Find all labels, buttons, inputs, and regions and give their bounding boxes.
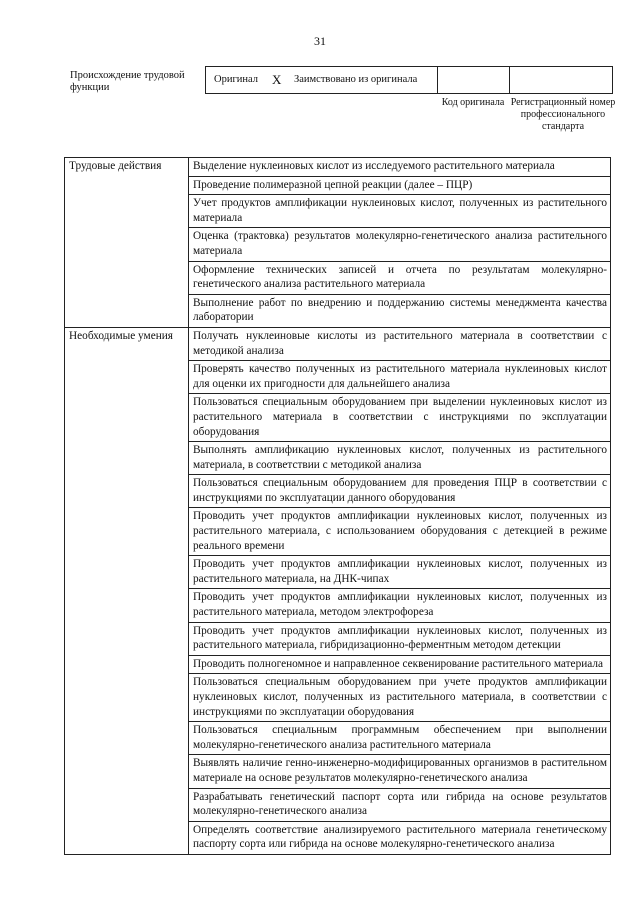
row-text: Проведение полимеразной цепной реакции (далее – ПЦР) (189, 176, 611, 195)
function-table (64, 157, 611, 855)
row-text: Пользоваться специальным программным обеспечением при выполнении молекулярно-генетического анализа растительного материала (189, 722, 611, 755)
row-text: Оценка (трактовка) результатов молекулярно-генетического анализа растительного материала (189, 228, 611, 261)
page-number: 31 (314, 34, 326, 48)
row-text: Пользоваться специальным оборудованием при учете продуктов амплификации нуклеиновых кислот, полученных из растительного материала, в соответствии с инструкциями по эксплуатации оборудования (189, 674, 611, 722)
registration-number-box (509, 66, 613, 94)
row-text: Проверять качество полученных из растительного материала нуклеиновых кислот для оценки их пригодности для дальнейшего анализа (189, 361, 611, 394)
original-code-box (437, 66, 510, 94)
registration-caption: Регистрационный номер профессионального стандарта (510, 97, 616, 132)
origin-original: Оригинал (214, 74, 258, 85)
row-text: Проводить учет продуктов амплификации нуклеиновых кислот, полученных из растительного материала, методом электрофореза (189, 589, 611, 622)
row-text: Учет продуктов амплификации нуклеиновых кислот, полученных из растительного материала (189, 195, 611, 228)
row-text: Получать нуклеиновые кислоты из растительного материала в соответствии с методикой анализа (189, 327, 611, 360)
table-row (65, 158, 611, 177)
row-text: Разрабатывать генетический паспорт сорта или гибрида на основе результатов молекулярно-генетического анализа (189, 788, 611, 821)
row-text: Проводить полногеномное и направленное секвенирование растительного материала (189, 655, 611, 674)
origin-mark: X (272, 72, 282, 87)
table-row (65, 327, 611, 360)
row-text: Пользоваться специальным оборудованием при выделении нуклеиновых кислот из растительного материала в соответствии с инструкциями по эксплуатации оборудования (189, 394, 611, 442)
code-caption: Код оригинала (441, 97, 505, 108)
row-text: Проводить учет продуктов амплификации нуклеиновых кислот, полученных из растительного материала, гибридизационно-ферментным методом детекции (189, 622, 611, 655)
row-text: Выполнять амплификацию нуклеиновых кислот, полученных из растительного материала, в соответствии с методикой анализа (189, 442, 611, 475)
origin-borrowed: Заимствовано из оригинала (294, 74, 418, 85)
row-text: Проводить учет продуктов амплификации нуклеиновых кислот, полученных из растительного материала, с использованием оборудования с детекцией в режиме реального времени (189, 508, 611, 556)
row-text: Оформление технических записей и отчета по результатам молекулярно-генетического анализа растительного материала (189, 261, 611, 294)
row-text: Определять соответствие анализируемого растительного материала генетическому паспорту сорта или гибрида на основе молекулярно-генетического анализа (189, 821, 611, 854)
origin-box (205, 66, 438, 94)
origin-label: Происхождение трудовой функции (70, 70, 185, 93)
row-text: Выполнение работ по внедрению и поддержанию системы менеджмента качества лаборатории (189, 294, 611, 327)
row-text: Выделение нуклеиновых кислот из исследуемого растительного материала (189, 158, 611, 177)
section-title: Необходимые умения (65, 327, 189, 854)
row-text: Проводить учет продуктов амплификации нуклеиновых кислот, полученных из растительного материала, на ДНК-чипах (189, 556, 611, 589)
section-title: Трудовые действия (65, 158, 189, 328)
row-text: Выявлять наличие генно-инженерно-модифицированных организмов в растительном материале на основе результатов молекулярно-генетического анализа (189, 755, 611, 788)
row-text: Пользоваться специальным оборудованием для проведения ПЦР в соответствии с инструкциями по эксплуатации данного оборудования (189, 475, 611, 508)
